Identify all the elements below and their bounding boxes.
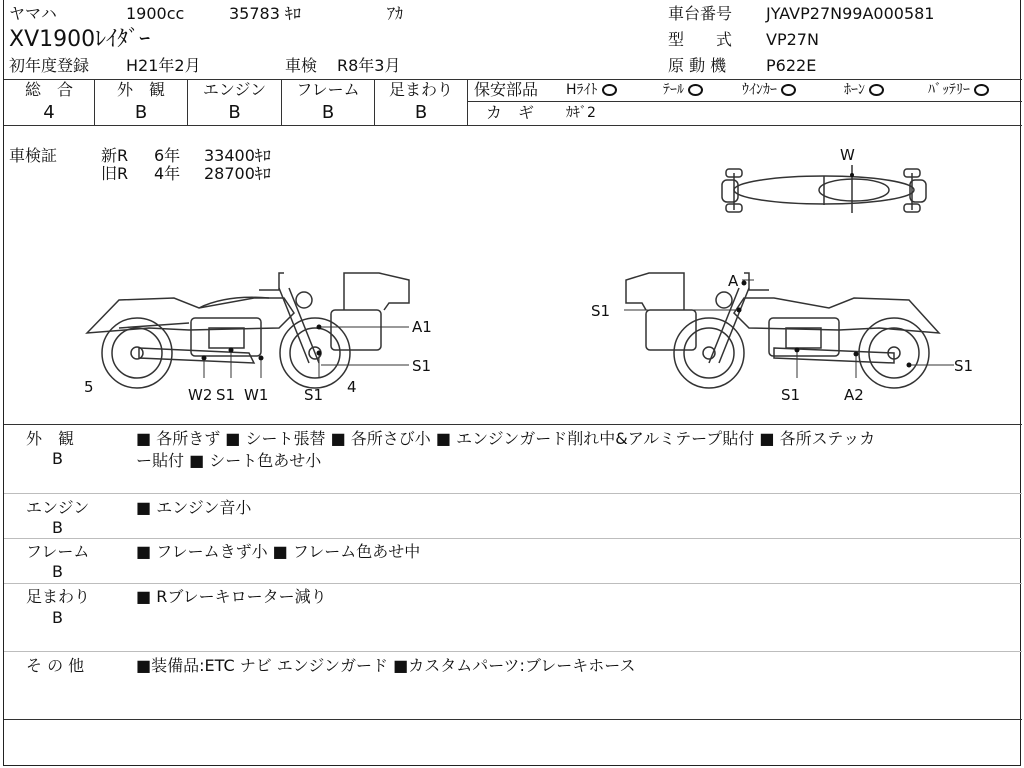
detail-frame-title: フレーム (26, 542, 90, 561)
detail-engine-grade: B (52, 518, 63, 537)
detail-frame-grade: B (52, 562, 63, 581)
motorcycle-right-side-diagram (594, 268, 954, 393)
model-name: XV1900ﾚｲﾀﾞｰ (9, 27, 151, 52)
safety-headlight: Hﾗｲﾄ (566, 81, 617, 99)
certificate-new-label: 新R (101, 146, 129, 165)
right-label-s1-fork: S1 (591, 302, 611, 320)
engine-model-label: 原 動 機 (668, 56, 727, 75)
right-label-s1-rear: S1 (954, 357, 974, 375)
grade-value-engine: B (228, 102, 241, 123)
grade-value-exterior: B (134, 102, 148, 123)
safety-taillight: ﾃｰﾙ (663, 81, 703, 99)
frame-number-label: 車台番号 (668, 4, 733, 23)
detail-exterior-line1: ■ 各所きず ■ シート張替 ■ 各所さび小 ■ エンジンガード削れ中&アルミテープ貼付 ■ 各所ステッカ (136, 429, 876, 448)
detail-frame-line1: ■ フレームきず小 ■ フレーム色あせ中 (136, 542, 421, 561)
left-label-a1: A1 (412, 318, 432, 336)
displacement: 1900cc (126, 4, 185, 23)
certificate-old-km: 28700ｷﾛ (204, 164, 271, 183)
inspection-value: R8年3月 (337, 56, 401, 75)
grade-header-exterior: 外 観 (116, 80, 165, 99)
status-ok-icon (974, 84, 989, 96)
certificate-new-year: 6年 (154, 146, 181, 165)
status-ok-icon (869, 84, 884, 96)
grade-header-frame: フレーム (296, 80, 360, 99)
certificate-old-label: 旧R (101, 164, 129, 183)
engine-model-value: P622E (766, 56, 817, 75)
model-type-value: VP27N (766, 30, 819, 49)
grade-header-engine: エンジン (202, 80, 267, 99)
detail-other-title: そ の 他 (26, 656, 85, 675)
left-label-w1: W1 (244, 386, 269, 404)
auction-sheet (3, 0, 1021, 766)
left-label-front-tire: 4 (347, 378, 357, 396)
motorcycle-top-view-diagram (704, 145, 944, 220)
left-label-w2: W2 (188, 386, 213, 404)
certificate-old-year: 4年 (154, 164, 181, 183)
motorcycle-left-side-diagram (79, 268, 439, 393)
left-label-s1-fork: S1 (304, 386, 324, 404)
detail-engine-line1: ■ エンジン音小 (136, 498, 252, 517)
mileage: 35783 ｷﾛ (229, 4, 301, 23)
certificate-label: 車検証 (9, 146, 58, 165)
left-label-s1-engine: S1 (216, 386, 236, 404)
detail-suspension-grade: B (52, 608, 63, 627)
model-type-label: 型 式 (668, 30, 733, 49)
first-registration-value: H21年2月 (126, 56, 201, 75)
safety-parts-label: 保安部品 (474, 80, 539, 99)
inspection-label: 車検 (285, 56, 318, 75)
left-label-s1-front: S1 (412, 357, 432, 375)
key-label: カ ギ (486, 103, 535, 122)
certificate-new-km: 33400ｷﾛ (204, 146, 271, 165)
detail-engine-title: エンジン (26, 498, 90, 517)
maker: ヤマハ (9, 4, 57, 23)
safety-winker: ｳｲﾝｶｰ (742, 81, 796, 99)
grade-value-frame: B (321, 102, 335, 123)
right-label-a: A (728, 272, 739, 290)
grade-value-suspension: B (414, 102, 428, 123)
detail-other-line1: ■装備品:ETC ナビ エンジンガード ■カスタムパーツ:ブレーキホース (136, 656, 636, 675)
top-view-label-w: W (840, 146, 855, 164)
detail-exterior-title: 外 観 (26, 429, 75, 448)
status-ok-icon (688, 84, 703, 96)
detail-suspension-title: 足まわり (26, 587, 91, 606)
detail-suspension-line1: ■ Rブレーキローター減り (136, 587, 327, 606)
grade-header-overall: 総 合 (24, 80, 73, 99)
right-label-s1-engine: S1 (781, 386, 801, 404)
frame-number-value: JYAVP27N99A000581 (766, 4, 935, 23)
status-ok-icon (781, 84, 796, 96)
detail-exterior-grade: B (52, 449, 63, 468)
detail-exterior-line2: ー貼付 ■ シート色あせ小 (136, 451, 322, 470)
left-label-rear-tire: 5 (84, 378, 94, 396)
first-registration-label: 初年度登録 (9, 56, 90, 75)
safety-battery: ﾊﾞｯﾃﾘｰ (928, 81, 989, 99)
safety-horn: ﾎｰﾝ (844, 81, 884, 99)
grade-header-suspension: 足まわり (388, 80, 453, 99)
key-value: ｶｷﾞ2 (566, 105, 596, 121)
color: ｱｶ (387, 4, 404, 23)
status-ok-icon (602, 84, 617, 96)
right-label-a2: A2 (844, 386, 864, 404)
grade-value-overall: 4 (43, 102, 55, 123)
